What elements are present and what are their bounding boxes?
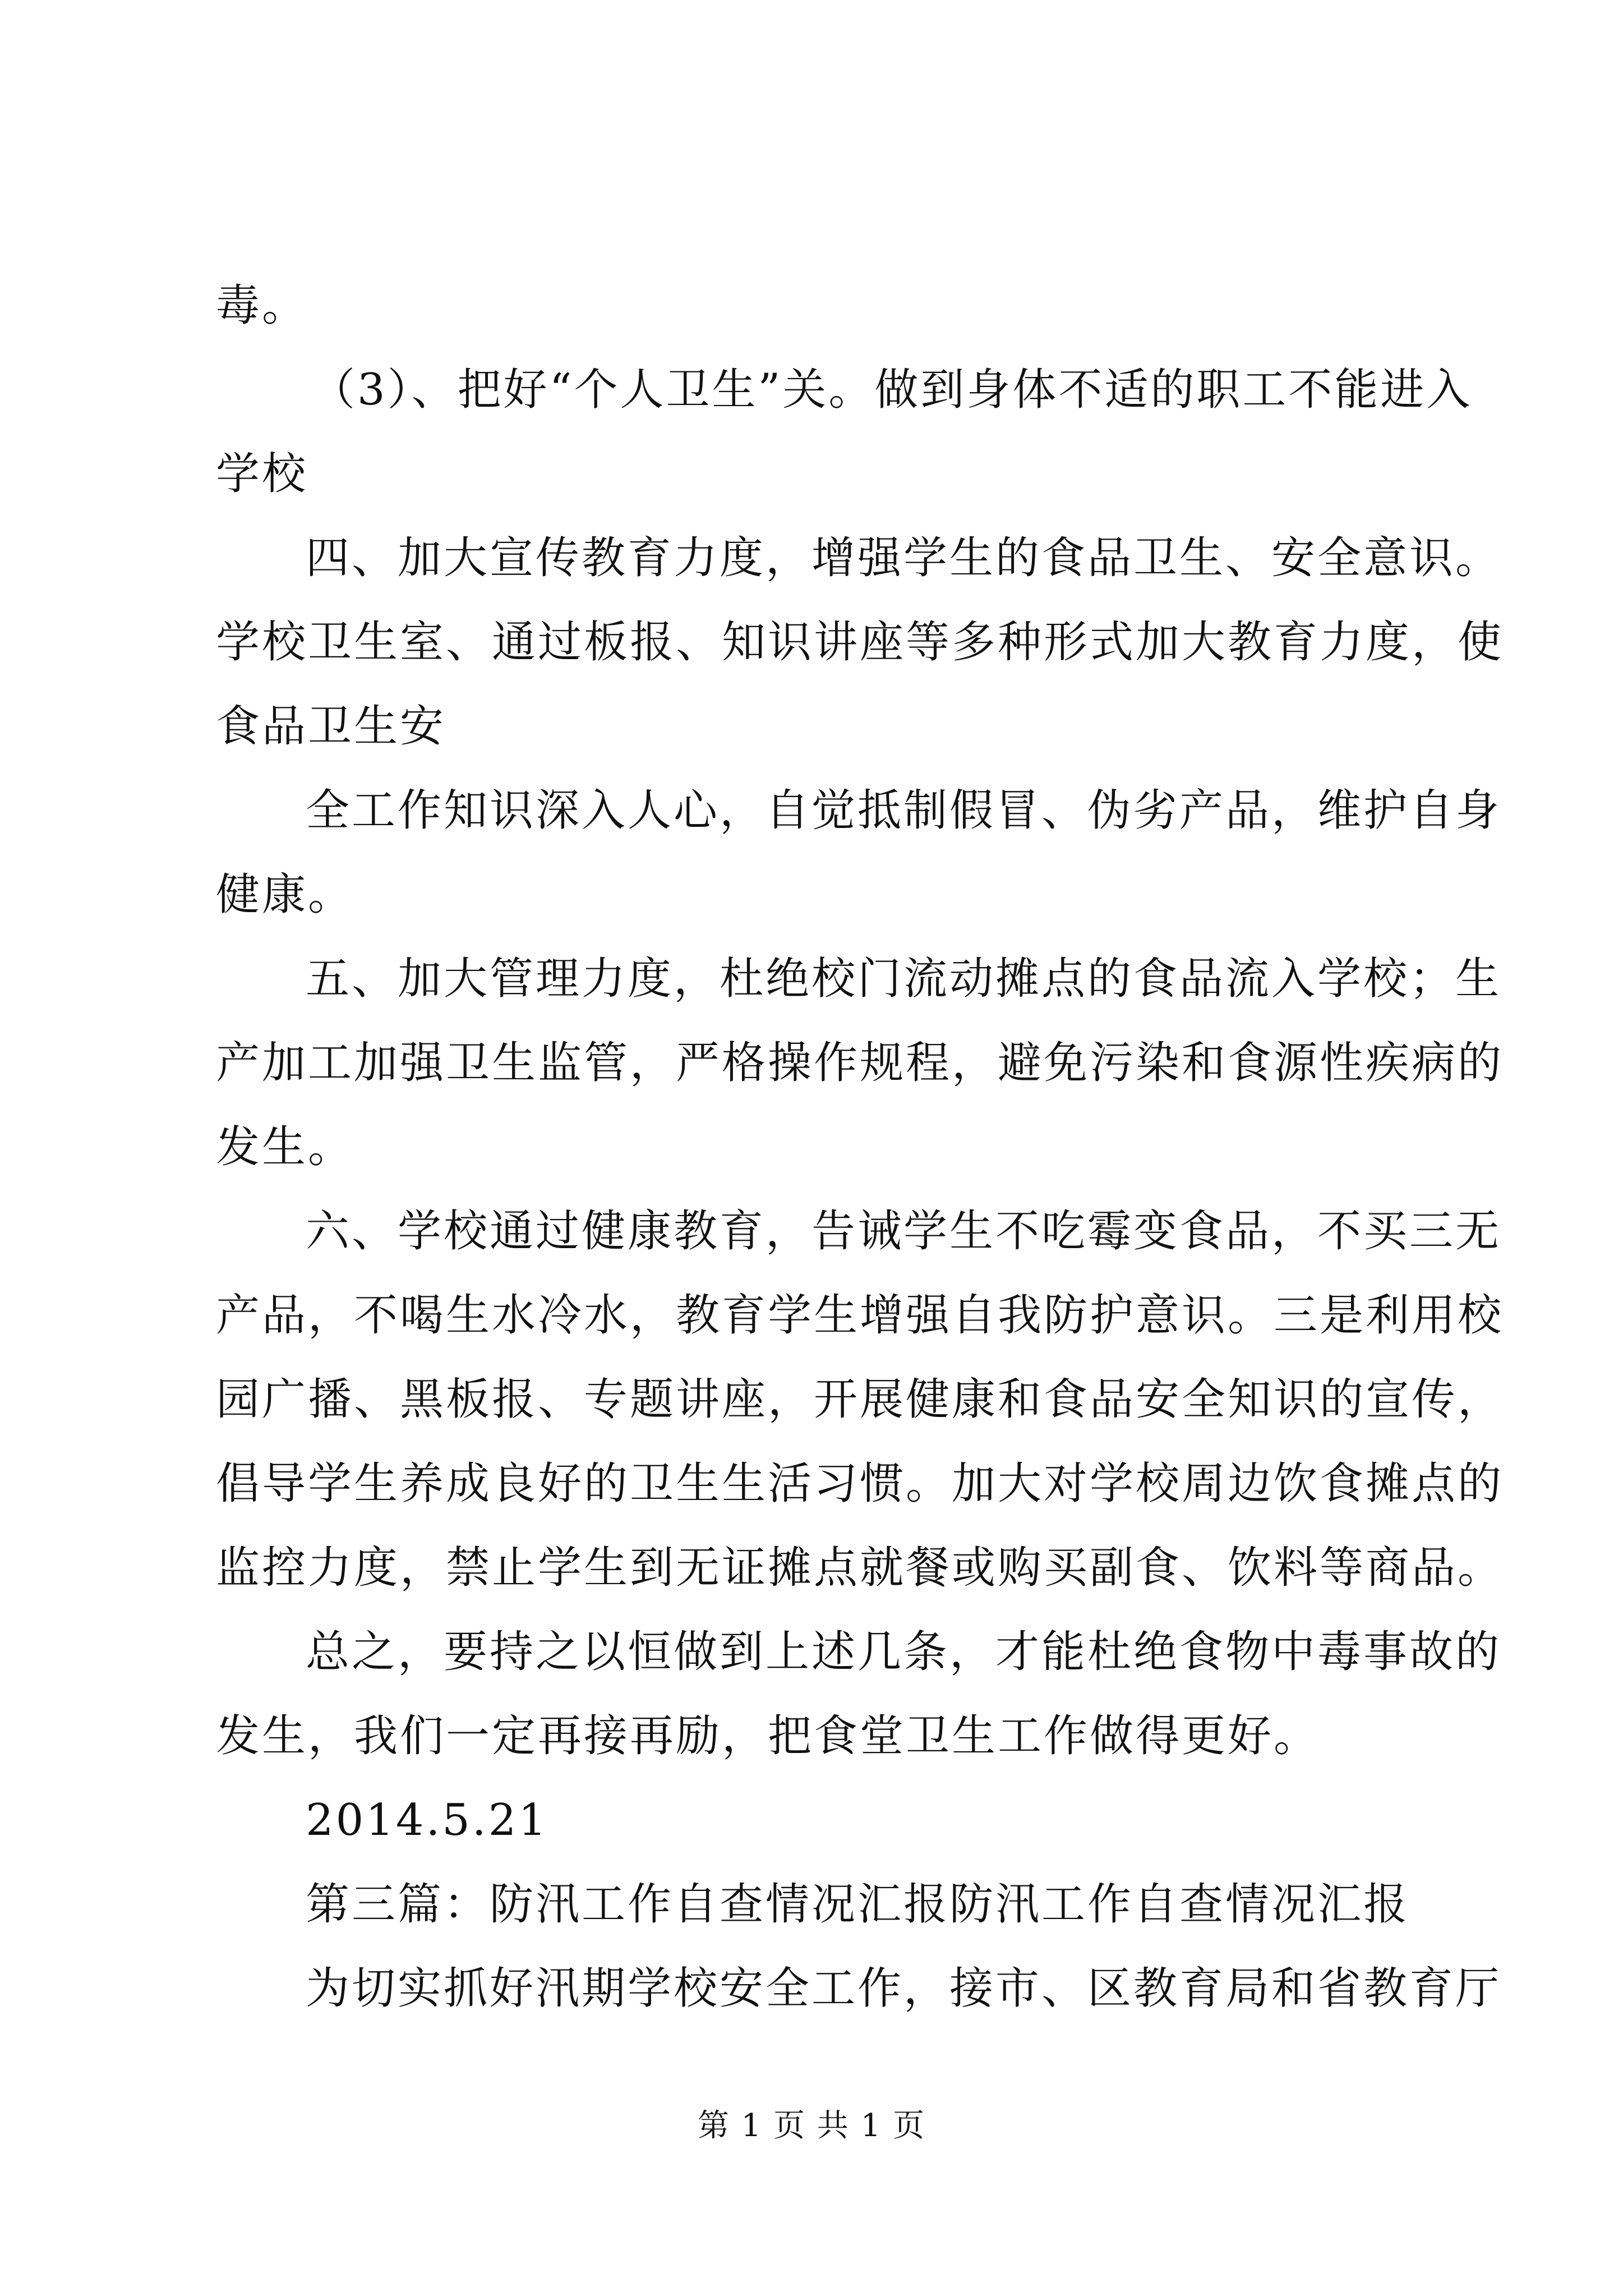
text-line: 五、加大管理力度，杜绝校门流动摊点的食品流入学校；生 — [306, 954, 1502, 1004]
text-line: 六、学校通过健康教育，告诫学生不吃霉变食品，不买三无 — [306, 1206, 1502, 1257]
document-body — [216, 264, 1504, 2031]
text-line: 食品卫生安 — [216, 701, 446, 752]
text-line: 监控力度，禁止学生到无证摊点就餐或购买副食、饮料等商品。 — [216, 1543, 1504, 1593]
text-line: 产品，不喝生水冷水，教育学生增强自我防护意识。三是利用校 — [216, 1290, 1504, 1341]
text-line: 倡导学生养成良好的卫生生活习惯。加大对学校周边饮食摊点的 — [216, 1458, 1504, 1509]
section-heading: 第三篇：防汛工作自查情况汇报防汛工作自查情况汇报 — [306, 1879, 1410, 1930]
text-line: 园广播、黑板报、专题讲座，开展健康和食品安全知识的宣传， — [216, 1374, 1504, 1425]
text-line: （3）、把好“个人卫生”关。做到身体不适的职工不能进入 — [311, 365, 1473, 415]
text-line: 学校卫生室、通过板报、知识讲座等多种形式加大教育力度，使 — [216, 617, 1504, 668]
text-line: 全工作知识深入人心，自觉抵制假冒、伪劣产品，维护自身 — [306, 785, 1502, 836]
text-line: 为切实抓好汛期学校安全工作，接市、区教育局和省教育厅 — [306, 1963, 1502, 2014]
page-footer: 第 1 页 共 1 页 — [697, 2108, 926, 2144]
text-line: 学校 — [216, 449, 308, 499]
text-line: 发生。 — [216, 1122, 354, 1172]
text-line: 产加工加强卫生监管，严格操作规程，避免污染和食源性疾病的 — [216, 1038, 1504, 1088]
text-line: 健康。 — [216, 869, 354, 920]
text-line: 发生，我们一定再接再励，把食堂卫生工作做得更好。 — [216, 1711, 1320, 1761]
text-line: 毒。 — [216, 280, 308, 331]
text-line: 四、加大宣传教育力度，增强学生的食品卫生、安全意识。 — [306, 533, 1502, 583]
date-line: 2014.5.21 — [306, 1795, 548, 1846]
text-line: 总之，要持之以恒做到上述几条，才能杜绝食物中毒事故的 — [306, 1627, 1502, 1677]
